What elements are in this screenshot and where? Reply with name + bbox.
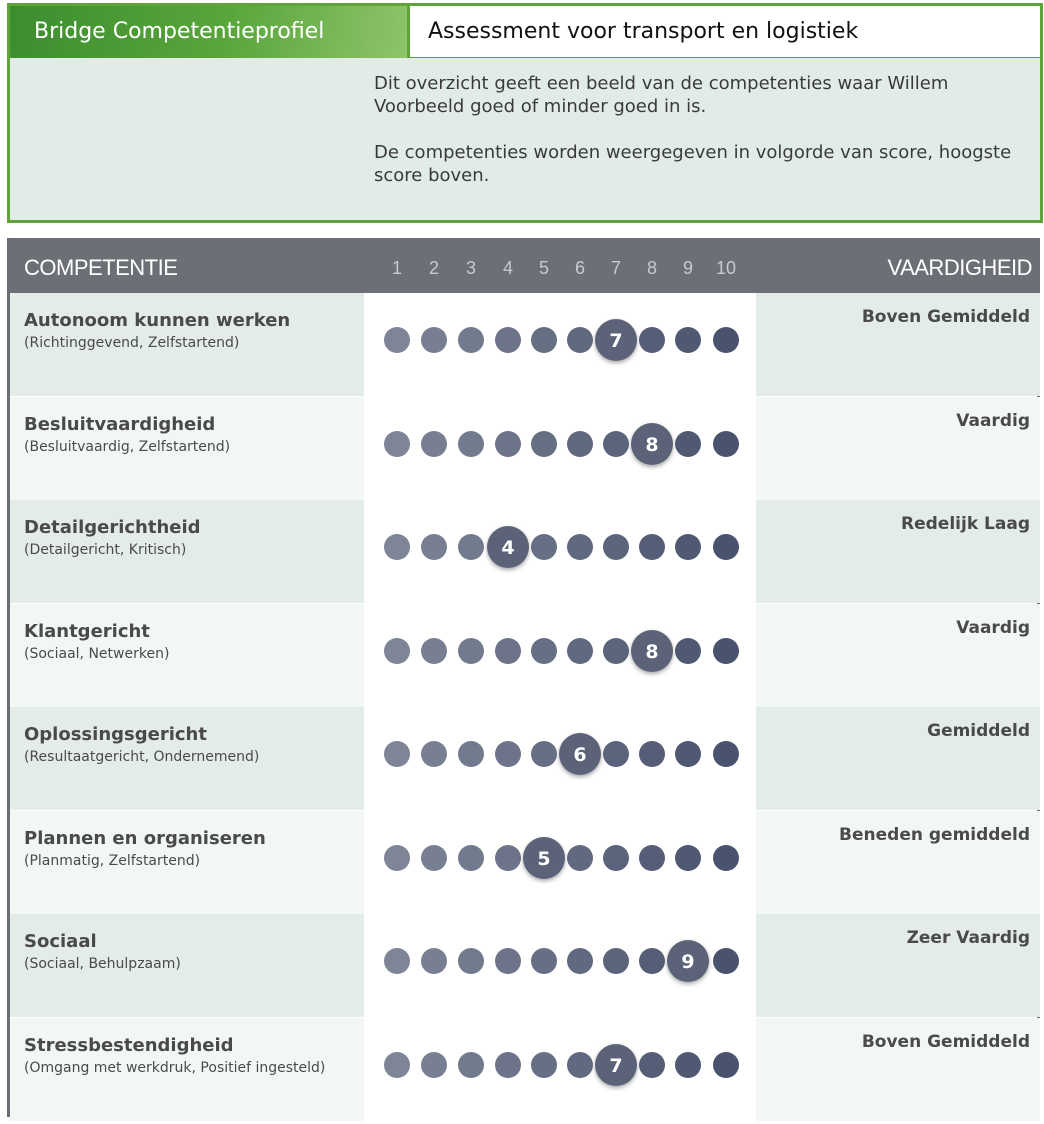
score-dot: [458, 845, 484, 871]
score-dots: [364, 914, 756, 1017]
column-header-competentie: COMPETENTIE: [24, 255, 178, 280]
score-value: 4: [501, 537, 515, 559]
score-scale-cell: [364, 707, 756, 810]
score-dot: [567, 431, 593, 457]
competency-name: Detailgerichtheid: [24, 517, 201, 538]
intro-text: [374, 72, 1034, 210]
skill-level-cell: [756, 293, 1040, 396]
scale-number: 7: [610, 258, 621, 278]
competency-traits: (Detailgericht, Kritisch): [24, 542, 187, 558]
score-dot: [713, 638, 739, 664]
score-dots: [364, 604, 756, 707]
competency-cell: [10, 293, 364, 396]
competency-name: Plannen en organiseren: [24, 827, 266, 849]
score-dot: [458, 327, 484, 353]
score-dot: [567, 845, 593, 871]
score-dot: [384, 431, 410, 457]
score-dot: [603, 741, 629, 767]
score-dot: [384, 845, 410, 871]
score-dot: [421, 431, 447, 457]
intro-paragraph-2: De competenties worden weergegeven in volgorde van score, hoogste score boven.: [374, 142, 1012, 186]
score-dot: [675, 638, 701, 664]
competency-traits: (Resultaatgericht, Ondernemend): [24, 749, 260, 765]
score-dot: [675, 741, 701, 767]
score-dot: [567, 1052, 593, 1078]
skill-level-cell: [756, 707, 1040, 810]
score-dot: [421, 948, 447, 974]
intro-paragraph-1: Dit overzicht geeft een beeld van de competenties waar Willem Voorbeeld goed of minder goed in is.: [374, 73, 949, 117]
scale-number: 2: [428, 258, 439, 278]
score-dot: [421, 845, 447, 871]
score-dot: [603, 638, 629, 664]
scale-number: 1: [391, 258, 402, 278]
scale-number: 5: [538, 258, 549, 278]
table-row: [10, 604, 1040, 707]
score-dot: [639, 1052, 665, 1078]
score-dot: [713, 327, 739, 353]
score-dot: [495, 1052, 521, 1078]
competency-cell: [10, 604, 364, 707]
score-dot: [713, 431, 739, 457]
score-dot: [531, 327, 557, 353]
competency-traits: (Sociaal, Netwerken): [24, 645, 170, 662]
score-dot: [675, 1052, 701, 1078]
score-dot: [531, 534, 557, 560]
scale-number: 3: [465, 258, 476, 278]
score-dot: [603, 845, 629, 871]
score-dot: [531, 1052, 557, 1078]
score-dot: [639, 327, 665, 353]
score-dot: [675, 534, 701, 560]
skill-level-cell: [756, 500, 1040, 603]
competency-name: Oplossingsgericht: [24, 724, 207, 745]
competency-cell: [10, 397, 364, 500]
competency-name: Stressbestendigheid: [24, 1034, 234, 1056]
skill-level-cell: [756, 604, 1040, 707]
table-row: [10, 707, 1040, 810]
score-dot: [675, 431, 701, 457]
score-dots: [364, 293, 756, 396]
column-header-vaardigheid: VAARDIGHEID: [887, 255, 1032, 280]
skill-level-label: Gemiddeld: [927, 721, 1030, 741]
score-dot: [675, 327, 701, 353]
score-dot: [567, 638, 593, 664]
competency-traits: (Besluitvaardig, Zelfstartend): [24, 438, 231, 455]
score-dot: [495, 741, 521, 767]
score-dot: [639, 845, 665, 871]
score-scale-cell: [364, 914, 756, 1017]
score-dot: [384, 741, 410, 767]
table-row: [10, 293, 1040, 396]
scale-number: 9: [682, 258, 693, 278]
score-dots: [364, 1018, 756, 1121]
score-dots: [364, 707, 756, 810]
score-dot: [458, 741, 484, 767]
score-dot: [713, 948, 739, 974]
skill-level-cell: [756, 397, 1040, 500]
competency-traits: (Richtinggevend, Zelfstartend): [24, 335, 240, 351]
competency-cell: [10, 1018, 364, 1121]
competency-cell: [10, 914, 364, 1017]
table-row: [10, 914, 1040, 1017]
competency-name: Autonoom kunnen werken: [24, 310, 291, 331]
score-value: 5: [537, 847, 551, 870]
assessment-title: Assessment voor transport en logistiek: [407, 6, 1040, 58]
score-dot: [458, 948, 484, 974]
table-row: [10, 397, 1040, 500]
table-row: [10, 500, 1040, 603]
score-dot: [603, 948, 629, 974]
score-dot: [495, 638, 521, 664]
score-dot: [384, 534, 410, 560]
score-dot: [421, 327, 447, 353]
competency-name: Klantgericht: [24, 620, 150, 642]
score-dot: [495, 431, 521, 457]
scale-number: 4: [502, 258, 513, 278]
score-dot: [639, 741, 665, 767]
scale-number: 8: [646, 258, 657, 278]
score-dot: [639, 534, 665, 560]
competency-traits: (Planmatig, Zelfstartend): [24, 852, 201, 869]
score-dot: [567, 534, 593, 560]
skill-level-label: Zeer Vaardig: [906, 928, 1030, 948]
competency-traits: (Sociaal, Behulpzaam): [24, 956, 181, 972]
score-dot: [567, 948, 593, 974]
score-dot: [531, 638, 557, 664]
competency-table: [7, 238, 1040, 1117]
score-scale-cell: [364, 1018, 756, 1121]
score-value: 8: [645, 433, 659, 456]
skill-level-label: Vaardig: [956, 617, 1030, 638]
score-dot: [713, 534, 739, 560]
scale-number: 6: [574, 258, 585, 278]
score-scale-cell: [364, 604, 756, 707]
competency-cell: [10, 500, 364, 603]
competency-cell: [10, 707, 364, 810]
score-dot: [384, 948, 410, 974]
score-dot: [675, 845, 701, 871]
score-dots: [364, 811, 756, 914]
competency-name: Besluitvaardigheid: [24, 413, 216, 435]
skill-level-cell: [756, 1018, 1040, 1121]
score-value: 8: [645, 640, 659, 663]
score-dot: [713, 845, 739, 871]
score-value: 6: [573, 744, 587, 766]
score-dot: [713, 1052, 739, 1078]
score-dot: [603, 534, 629, 560]
profile-header: [7, 3, 1043, 223]
score-scale-cell: [364, 397, 756, 500]
brand-label: Bridge Competentieprofiel: [10, 6, 407, 58]
score-dot: [639, 948, 665, 974]
score-dot: [713, 741, 739, 767]
score-dots: [364, 500, 756, 603]
table-row: [10, 811, 1040, 914]
score-scale-cell: [364, 500, 756, 603]
skill-level-cell: [756, 914, 1040, 1017]
competency-name: Sociaal: [24, 931, 97, 952]
score-dot: [384, 1052, 410, 1078]
skill-level-cell: [756, 811, 1040, 914]
table-row: [10, 1018, 1040, 1121]
score-dot: [458, 1052, 484, 1078]
competency-cell: [10, 811, 364, 914]
score-dot: [421, 741, 447, 767]
score-dot: [458, 534, 484, 560]
skill-level-label: Beneden gemiddeld: [839, 824, 1030, 845]
score-scale-cell: [364, 811, 756, 914]
score-dot: [384, 327, 410, 353]
skill-level-label: Boven Gemiddeld: [861, 1031, 1030, 1052]
score-dot: [567, 327, 593, 353]
score-dot: [421, 534, 447, 560]
skill-level-label: Redelijk Laag: [901, 514, 1030, 534]
score-value: 7: [609, 1054, 623, 1077]
score-dot: [421, 1052, 447, 1078]
score-value: 7: [609, 330, 623, 352]
score-dot: [531, 741, 557, 767]
skill-level-label: Boven Gemiddeld: [861, 307, 1030, 327]
score-dot: [421, 638, 447, 664]
score-dot: [531, 948, 557, 974]
score-dot: [603, 431, 629, 457]
score-dot: [458, 431, 484, 457]
score-dot: [531, 431, 557, 457]
score-dot: [384, 638, 410, 664]
score-dot: [458, 638, 484, 664]
score-value: 9: [681, 951, 695, 973]
scale-number: 10: [715, 258, 737, 278]
score-dot: [495, 327, 521, 353]
score-dot: [495, 948, 521, 974]
score-dot: [495, 845, 521, 871]
score-scale-cell: [364, 293, 756, 396]
competency-traits: (Omgang met werkdruk, Positief ingesteld): [24, 1059, 326, 1076]
skill-level-label: Vaardig: [956, 410, 1030, 431]
table-header: [10, 238, 1040, 293]
score-dots: [364, 397, 756, 500]
